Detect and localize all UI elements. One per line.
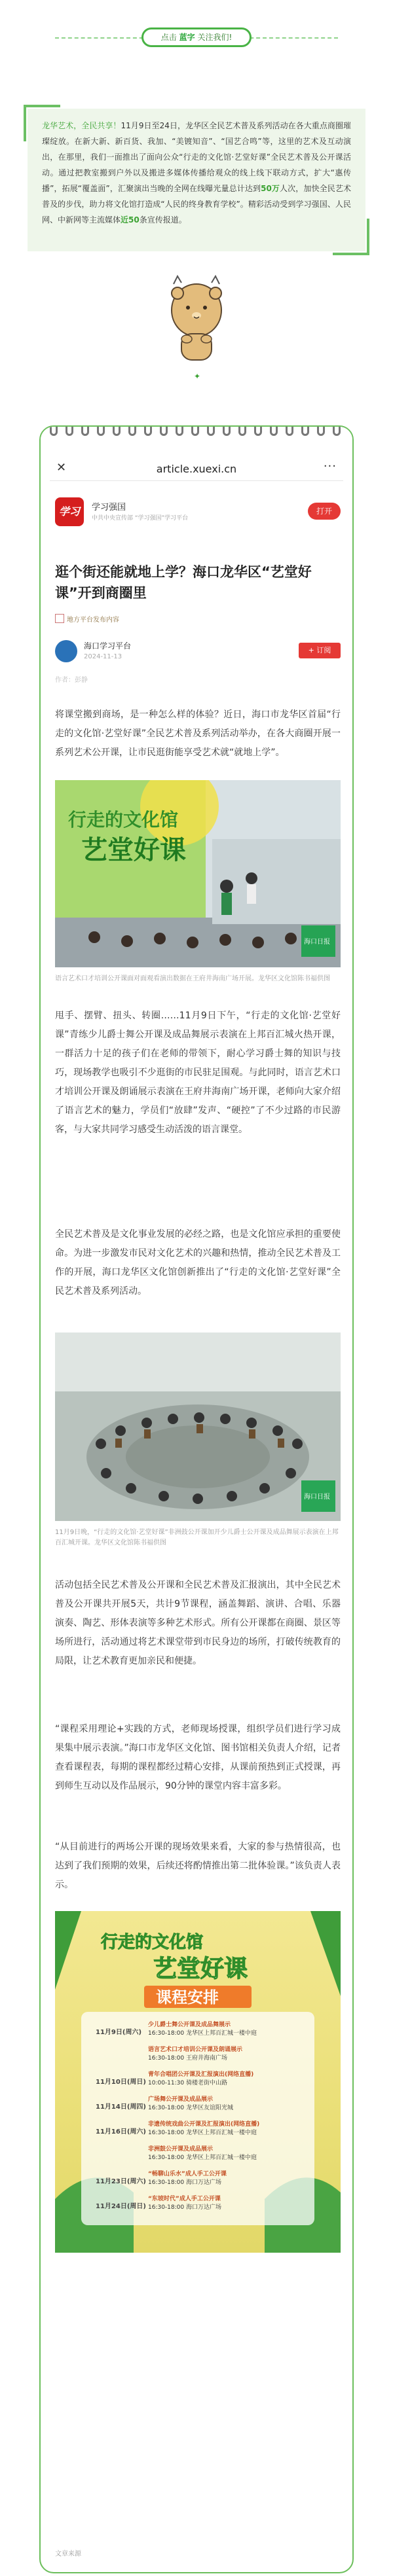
intro-count: 50万 [261, 184, 280, 193]
schedule-place: 16:30-18:00 海口万达广场 [148, 2179, 221, 2186]
schedule-place: 16:30-18:00 龙华区上邦百汇城一楼中庭 [148, 2155, 257, 2161]
intro-text [28, 109, 365, 237]
schedule-row [96, 2021, 305, 2046]
schedule-title: 广场舞公开课及成品展示 [148, 2096, 214, 2103]
schedule-row [96, 2120, 305, 2145]
schedule-row [96, 2195, 305, 2220]
follow-button[interactable] [141, 27, 252, 47]
subscribe-button[interactable]: + 订阅 [299, 643, 341, 658]
schedule-item [148, 2195, 305, 2212]
schedule-place: 16:30-18:00 龙华区上邦百汇城一楼中庭 [148, 2030, 257, 2037]
open-app-button[interactable]: 打开 [308, 503, 341, 520]
schedule-item [148, 2021, 305, 2038]
app-name: 学习强国 [92, 503, 126, 512]
avatar[interactable] [55, 640, 77, 662]
byline: 作者：彭静 [55, 677, 88, 684]
paragraph-2: 甩手、摆臂、扭头、转圈……11月9日下午，“行走的文化馆·艺堂好课”青练少儿爵士舞公开课及成品舞展示表演在上邦百汇城火热开课，一群活力十足的孩子们在老师的带领下，耐心学习爵士舞的知识与技巧，现场教学也吸引不少逛街的市民驻足围观。与此同时，语言艺术口才培训公开课及朗诵展示表演在王府井海南广场开课，老师向大家介绍了语言艺术的魅力，学员们“放肆”发声、“硬控”了不少过路的市民游客，与大家共同学习感受生动活泼的语言课堂。 [55, 1011, 341, 1135]
follow-keyword[interactable]: 蓝字 [179, 33, 195, 42]
author-name[interactable]: 海口学习平台 [84, 641, 132, 651]
schedule-row [96, 2071, 305, 2096]
schedule-row [96, 2096, 305, 2120]
schedule-place: 16:30-18:00 海口万达广场 [148, 2204, 221, 2211]
publish-date: 2024-11-13 [84, 653, 122, 660]
caption-1: 语言艺术口才培训公开课面对面观看演出数据在王府井海南广场开展。龙华区文化馆陈书福供图 [55, 975, 330, 982]
poster-title-2: 艺堂好课 [153, 1956, 248, 1982]
schedule-title: “畅聊山乐水”成人手工公开课 [148, 2171, 227, 2177]
photo-stage [55, 780, 341, 967]
app-banner [55, 497, 341, 528]
schedule-title: “东坡时代”成人手工公开课 [148, 2196, 221, 2202]
photo1-headline-2: 艺堂好课 [81, 835, 186, 865]
schedule-row [96, 2170, 305, 2195]
schedule-item [148, 2170, 305, 2187]
schedule-row [96, 2046, 305, 2071]
paragraph-6: “从目前进行的两场公开课的现场效果来看，大家的参与热情很高，也达到了我们预期的效果，后续还将酌情推出第二批体验课。”该负责人表示。 [55, 1842, 341, 1890]
schedule-item [148, 2145, 305, 2162]
poster-title-1: 行走的文化馆 [101, 1933, 204, 1952]
source-line [55, 614, 119, 624]
schedule-title: 非遗传统戏曲公开课及汇报演出(网络直播) [148, 2121, 260, 2128]
schedule-row [96, 2145, 305, 2170]
schedule-item [148, 2096, 305, 2113]
photo1-headline-1: 行走的文化馆 [68, 809, 179, 831]
schedule-date: 11月10日(周日) [96, 2079, 146, 2086]
schedule-item [148, 2071, 305, 2088]
xuexi-logo-icon: 学习 [55, 497, 84, 526]
schedule-date: 11月16日(周六) [96, 2128, 146, 2136]
schedule-place: 16:30-18:00 龙华区友谊阳光城 [148, 2105, 233, 2111]
intro-lead: 龙华艺术，全民共享！ [42, 121, 121, 130]
intro-body1: 11月9日至24日，龙华区全民艺术普及系列活动在各大重点商圈璀璨绽放。在新大新、新百货、我加、“美镀知音”、“国艺合鸣”等，这里的艺术及互动演出，在那里，我们一面推出了面向公众“行走的文化馆·艺堂好课”全民艺术普及公开课活动。通过把教室搬到户外以及搬进多媒体传播给观众的线上线下联动方式，扩大“惠传播”，拓展“覆盖面”，汇聚演出当晚的全网在线曝光量总计达到 [42, 121, 351, 193]
caption-2: 11月9日晚，“行走的文化馆·艺堂好课”非洲鼓公开课加开少儿爵士公开课及成品舞展示表演在上邦百汇城开课。龙华区文化馆陈书福供图 [55, 1529, 339, 1547]
paragraph-3: 全民艺术普及是文化事业发展的必经之路，也是文化馆应承担的重要使命。为进一步激发市民对文化艺术的兴趣和热情，推动全民艺术普及工作的开展，海口龙华区文化馆创新推出了“行走的文化馆·艺堂好课”全民艺术普及系列活动。 [55, 1229, 341, 1297]
photo1-watermark: 海口日报 [304, 939, 330, 946]
app-subtitle: 中共中央宣传部 “学习强国”学习平台 [92, 515, 189, 522]
schedule-title: 青年合唱团公开课及汇报演出(网络直播) [148, 2071, 254, 2078]
schedule-title: 少儿爵士舞公开课及成品舞展示 [148, 2022, 231, 2028]
doc-icon [55, 614, 64, 623]
follow-banner [0, 25, 393, 51]
schedule-poster [55, 1911, 341, 2253]
frame-rings [41, 427, 352, 452]
follow-pre: 点击 [160, 33, 177, 42]
paragraph-4: 活动包括全民艺术普及公开课和全民艺术普及汇报演出，其中全民艺术普及公开课共开展5天，共计9节课程，涵盖舞蹈、演讲、合唱、乐器演奏、陶艺、形体表演等多种艺术形式。所有公开课都在商圈、景区等场所进行，活动通过将艺术课堂带到市民身边的场所，打破传统教育的局限，让艺术教育更加亲民和便捷。 [55, 1580, 341, 1666]
source-text: 地方平台发布内容 [67, 617, 119, 624]
schedule-item [148, 2046, 305, 2063]
schedule-date: 11月9日(周六) [96, 2029, 142, 2036]
article-source-footer: 文章来源 [55, 2550, 81, 2558]
paragraph-1: 将课堂搬到商场，是一种怎么样的体验？近日，海口市龙华区首届“行走的文化馆·艺堂好课”全民艺术普及系列活动举办，在各大商圈开展一系列艺术公开课，让市民逛街能享受艺术就“就地上学”。 [55, 709, 341, 758]
mascot-bear-icon [167, 274, 226, 364]
intro-box [28, 109, 365, 251]
article-frame [39, 425, 354, 2573]
browser-bar [50, 457, 343, 481]
schedule-date: 11月24日(周日) [96, 2203, 146, 2210]
schedule-date: 11月23日(周六) [96, 2178, 146, 2185]
schedule-date: 11月14日(周四) [96, 2103, 146, 2111]
intro-body2: 人次，加快全民艺术普及的步伐，助力将文化馆打造成“人民的终身教育学校”。精彩活动受到学习强国、人民网、中新网等主流媒体 [42, 184, 351, 224]
close-icon[interactable]: ✕ [56, 461, 67, 474]
schedule-place: 16:30-18:00 龙华区上邦百汇城一楼中庭 [148, 2130, 257, 2136]
schedule-title: 非洲鼓公开课及成品展示 [148, 2146, 214, 2153]
intro-media: 近50 [121, 215, 140, 224]
follow-post: 关注我们! [197, 33, 233, 42]
photo2-watermark: 海口日报 [304, 1494, 330, 1501]
schedule-title: 语言艺术口才培训公开课及朗诵展示 [148, 2047, 243, 2053]
more-icon[interactable]: ··· [323, 459, 337, 473]
paragraph-5: “课程采用理论+实践的方式，老师现场授课，组织学员们进行学习成果集中展示表演。”海口市龙华区文化馆、图书馆相关负责人介绍，记者查看课程表，每期的课程都经过精心安排，从课前预热到正式授课，再到师生互动以及作品展示，90分钟的课堂内容丰富多彩。 [55, 1724, 341, 1791]
schedule-place: 16:30-18:00 王府井海南广场 [148, 2055, 227, 2062]
intro-body3: 条宣传报道。 [139, 215, 187, 224]
schedule-place: 10:00-11:30 骑楼老街中山路 [148, 2080, 227, 2086]
sparkle-icon: ✦ [194, 372, 201, 381]
article-title: 逛个街还能就地上学？海口龙华区“艺堂好课”开到商圈里 [55, 564, 312, 601]
author-row [55, 637, 341, 666]
url-text[interactable]: article.xuexi.cn [156, 463, 237, 475]
photo-circle [55, 1333, 341, 1521]
poster-subtitle: 课程安排 [156, 1988, 219, 2007]
schedule-item [148, 2120, 305, 2138]
